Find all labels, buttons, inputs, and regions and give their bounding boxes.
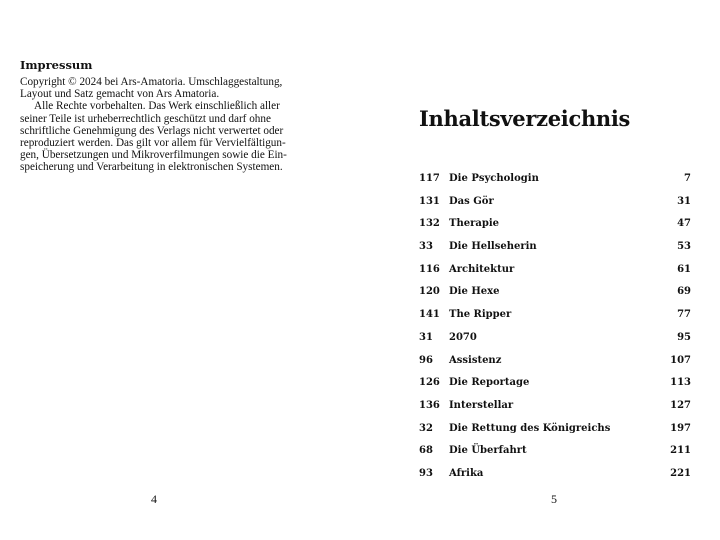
toc-entry bbox=[419, 168, 691, 191]
toc-entry-number: 136 bbox=[419, 399, 440, 411]
toc-entry-page: 221 bbox=[670, 467, 691, 479]
toc-entry-number: 32 bbox=[419, 422, 433, 434]
toc-entry-page: 77 bbox=[677, 309, 691, 321]
toc-entry-number: 131 bbox=[419, 195, 440, 207]
imprint-paragraph bbox=[20, 76, 294, 100]
toc-entry-page: 113 bbox=[670, 377, 691, 389]
toc-entry-number: 132 bbox=[419, 218, 440, 230]
toc-entry-number: 117 bbox=[419, 173, 440, 184]
toc-entry bbox=[419, 440, 691, 463]
toc-entry-page: 31 bbox=[677, 195, 691, 207]
toc-entry-title: The Ripper bbox=[449, 309, 512, 321]
toc-entry-page: 127 bbox=[670, 399, 691, 411]
toc-entry-number: 33 bbox=[419, 241, 433, 253]
toc-entry bbox=[419, 372, 691, 395]
toc-entry bbox=[419, 350, 691, 373]
toc-entry-number: 96 bbox=[419, 354, 433, 366]
toc-entry-number: 141 bbox=[419, 309, 440, 321]
toc-entry-title: 2070 bbox=[449, 331, 477, 343]
toc-entry-number: 120 bbox=[419, 286, 440, 298]
toc-entry bbox=[419, 463, 691, 486]
imprint-line: Layout und Satz gemacht von Ars Amatoria. bbox=[20, 88, 220, 101]
toc-entry bbox=[419, 259, 691, 282]
toc-entry-number: 68 bbox=[419, 445, 433, 457]
toc-entry-page: 7 bbox=[684, 173, 691, 184]
toc-entry bbox=[419, 304, 691, 327]
toc-entry-page: 53 bbox=[677, 241, 691, 253]
toc-entry bbox=[419, 327, 691, 350]
toc-entry-title: Architektur bbox=[449, 263, 515, 275]
toc-entry-page: 211 bbox=[670, 445, 691, 457]
toc-entry-title: Das Gör bbox=[449, 195, 494, 207]
toc-entry-title: Therapie bbox=[449, 218, 499, 230]
toc-entry bbox=[419, 236, 691, 259]
toc-entry-title: Die Reportage bbox=[449, 377, 530, 389]
toc-entry-title: Afrika bbox=[449, 467, 484, 479]
imprint-line: Alle Rechte vorbehalten. Das Werk einschließlich aller bbox=[34, 100, 280, 113]
page-number: 5 bbox=[551, 492, 557, 506]
right-page bbox=[360, 0, 720, 540]
imprint-heading: Impressum bbox=[20, 58, 93, 72]
toc-entry-number: 31 bbox=[419, 331, 433, 343]
imprint-line: speicherung und Verarbeitung in elektronischen Systemen. bbox=[20, 161, 283, 174]
toc-entry bbox=[419, 395, 691, 418]
toc-entry-title: Die Psychologin bbox=[449, 173, 539, 184]
imprint-line: Copyright © 2024 bei Ars-Amatoria. Umschlaggestaltung, bbox=[20, 76, 283, 88]
toc-entry-title: Die Rettung des Königreichs bbox=[449, 422, 611, 434]
toc-entry-number: 126 bbox=[419, 377, 440, 389]
toc-list bbox=[419, 168, 691, 486]
toc-entry bbox=[419, 213, 691, 236]
page-title: Inhaltsverzeichnis bbox=[419, 106, 631, 131]
toc-entry-title: Die Überfahrt bbox=[449, 445, 527, 457]
toc-entry-title: Die Hexe bbox=[449, 286, 500, 298]
toc-entry-title: Interstellar bbox=[449, 399, 514, 411]
toc-entry-title: Assistenz bbox=[449, 354, 502, 366]
toc-entry-page: 95 bbox=[677, 331, 691, 343]
toc-entry-page: 47 bbox=[677, 218, 691, 230]
imprint-paragraph bbox=[20, 100, 294, 173]
toc-entry-page: 61 bbox=[677, 263, 691, 275]
toc-entry-number: 116 bbox=[419, 263, 440, 275]
toc-entry bbox=[419, 281, 691, 304]
toc-entry-page: 69 bbox=[677, 286, 691, 298]
imprint-body bbox=[20, 76, 294, 174]
toc-entry-number: 93 bbox=[419, 467, 433, 479]
toc-entry bbox=[419, 418, 691, 441]
imprint-line: seiner Teile ist urheberrechtlich geschützt und darf ohne bbox=[20, 112, 271, 125]
toc-entry-page: 197 bbox=[670, 422, 691, 434]
imprint-line: reproduziert werden. Das gilt vor allem für Vervielfältigun- bbox=[20, 137, 286, 150]
toc-entry-title: Die Hellseherin bbox=[449, 241, 537, 253]
page-number: 4 bbox=[151, 492, 157, 506]
toc-entry bbox=[419, 191, 691, 214]
imprint-line: schriftliche Genehmigung des Verlags nicht verwertet oder bbox=[20, 124, 284, 137]
imprint-line: gen, Übersetzungen und Mikroverfilmungen sowie die Ein- bbox=[20, 149, 287, 162]
toc-entry-page: 107 bbox=[670, 354, 691, 366]
